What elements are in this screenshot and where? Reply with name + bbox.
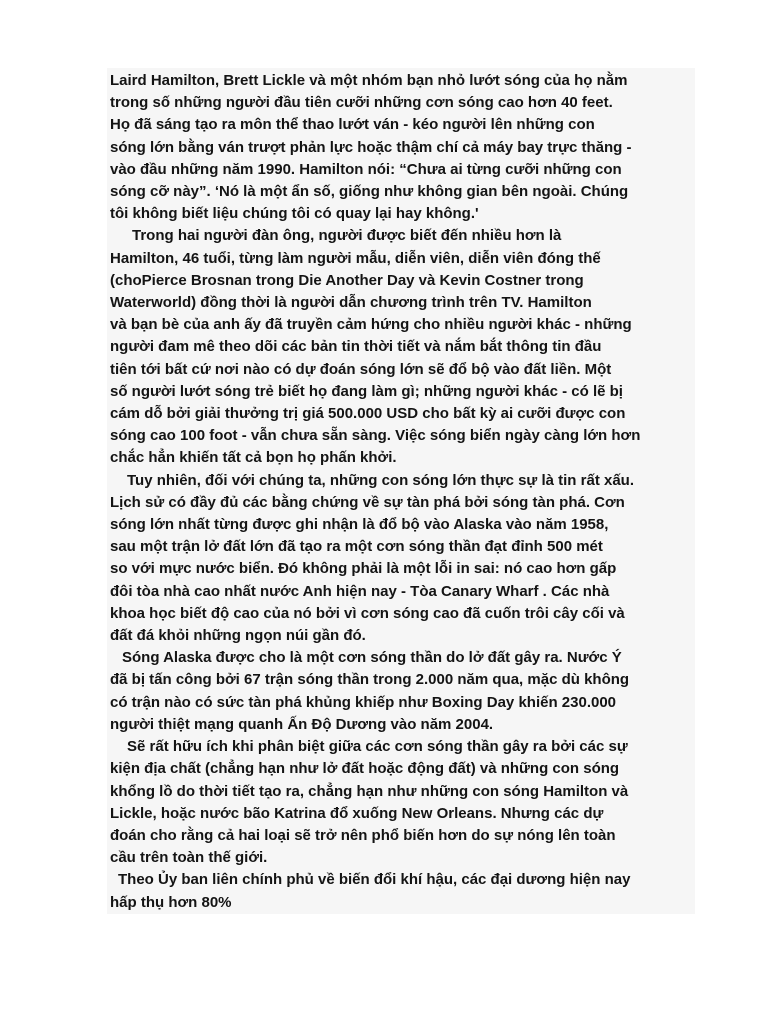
text-line: sóng cỡ này”. ‘Nó là một ẩn số, giống như không gian bên ngoài. Chúng [110,183,629,201]
paragraph-3 [110,470,693,648]
text-line: sau một trận lở đất lớn đã tạo ra một cơn sóng thần đạt đỉnh 500 mét [110,538,603,556]
text-line: hấp thụ hơn 80% [110,893,232,911]
text-line: trong số những người đầu tiên cưỡi những cơn sóng cao hơn 40 feet. [110,94,613,112]
text-line: cám dỗ bởi giải thưởng trị giá 500.000 USD cho bất kỳ ai cưỡi được con [110,405,626,423]
text-line: tôi không biết liệu chúng tôi có quay lại hay không.' [110,205,479,223]
text-line: và bạn bè của anh ấy đã truyền cảm hứng cho nhiều người khác - những [110,316,632,334]
text-line: sóng cao 100 foot - vẫn chưa sẵn sàng. Việc sóng biển ngày càng lớn hơn [110,427,641,445]
text-line: Laird Hamilton, Brett Lickle và một nhóm bạn nhỏ lướt sóng của họ nằm [110,72,628,89]
text-line: tiên tới bất cứ nơi nào có dự đoán sóng lớn sẽ đổ bộ vào đất liền. Một [110,360,612,378]
paragraph-6 [110,869,693,913]
text-line: Hamilton, 46 tuổi, từng làm người mẫu, diễn viên, diễn viên đóng thế [110,249,601,267]
text-line: Lịch sử có đầy đủ các bằng chứng về sự tàn phá bởi sóng tàn phá. Cơn [110,493,625,511]
text-line: người thiệt mạng quanh Ấn Độ Dương vào năm 2004. [110,715,494,733]
text-line: Sóng Alaska được cho là một cơn sóng thần do lở đất gây ra. Nước Ý [122,649,622,667]
text-line: so với mực nước biển. Đó không phải là một lỗi in sai: nó cao hơn gấp [110,560,617,578]
text-line: (choPierce Brosnan trong Die Another Day và Kevin Costner trong [110,271,584,289]
paragraph-4 [110,647,693,736]
paragraph-5 [110,736,693,869]
text-line: vào đầu những năm 1990. Hamilton nói: “Chưa ai từng cưỡi những con [110,160,622,178]
text-line: sóng lớn bằng ván trượt phản lực hoặc thậm chí cả máy bay trực thăng - [110,138,632,156]
text-line: chắc hẳn khiến tất cả bọn họ phấn khởi. [110,449,397,467]
text-line: kiện địa chất (chẳng hạn như lở đất hoặc động đất) và những con sóng [110,760,620,778]
text-line: đôi tòa nhà cao nhất nước Anh hiện nay - Tòa Canary Wharf . Các nhà [110,582,610,600]
text-line: người đam mê theo dõi các bản tin thời tiết và nắm bắt thông tin đầu [110,338,602,356]
text-line: Sẽ rất hữu ích khi phân biệt giữa các cơn sóng thần gây ra bởi các sự [127,738,628,756]
text-line: có trận nào có sức tàn phá khủng khiếp như Boxing Day khiến 230.000 [110,693,617,711]
text-line: Theo Ủy ban liên chính phủ về biến đổi khí hậu, các đại dương hiện nay [118,871,631,889]
paragraph-2 [110,225,693,469]
text-line: Lickle, hoặc nước bão Katrina đổ xuống New Orleans. Nhưng các dự [110,804,604,822]
text-line: số người lướt sóng trẻ biết họ đang làm gì; những người khác - có lẽ bị [110,382,623,400]
text-line: khoa học biết độ cao của nó bởi vì cơn sóng cao đã cuốn trôi cây cối và [110,604,625,622]
text-line: đoán cho rằng cả hai loại sẽ trở nên phổ biến hơn do sự nóng lên toàn [110,826,616,844]
paragraph-1 [110,70,693,225]
text-line: Tuy nhiên, đối với chúng ta, những con sóng lớn thực sự là tin rất xấu. [127,471,634,489]
document-page [107,68,695,914]
text-line: Trong hai người đàn ông, người được biết đến nhiều hơn là [132,227,562,245]
document-body [107,68,695,914]
text-line: khổng lồ do thời tiết tạo ra, chẳng hạn như những con sóng Hamilton và [110,782,629,800]
text-line: sóng lớn nhất từng được ghi nhận là đổ bộ vào Alaska vào năm 1958, [110,516,609,534]
text-line: Waterworld) đồng thời là người dẫn chương trình trên TV. Hamilton [110,294,592,312]
text-line: đất đá khỏi những ngọn núi gần đó. [110,627,366,645]
text-line: đã bị tấn công bởi 67 trận sóng thần trong 2.000 năm qua, mặc dù không [110,671,630,689]
text-line: cầu trên toàn thế giới. [110,849,268,867]
text-line: Họ đã sáng tạo ra môn thể thao lướt ván - kéo người lên những con [110,116,595,134]
